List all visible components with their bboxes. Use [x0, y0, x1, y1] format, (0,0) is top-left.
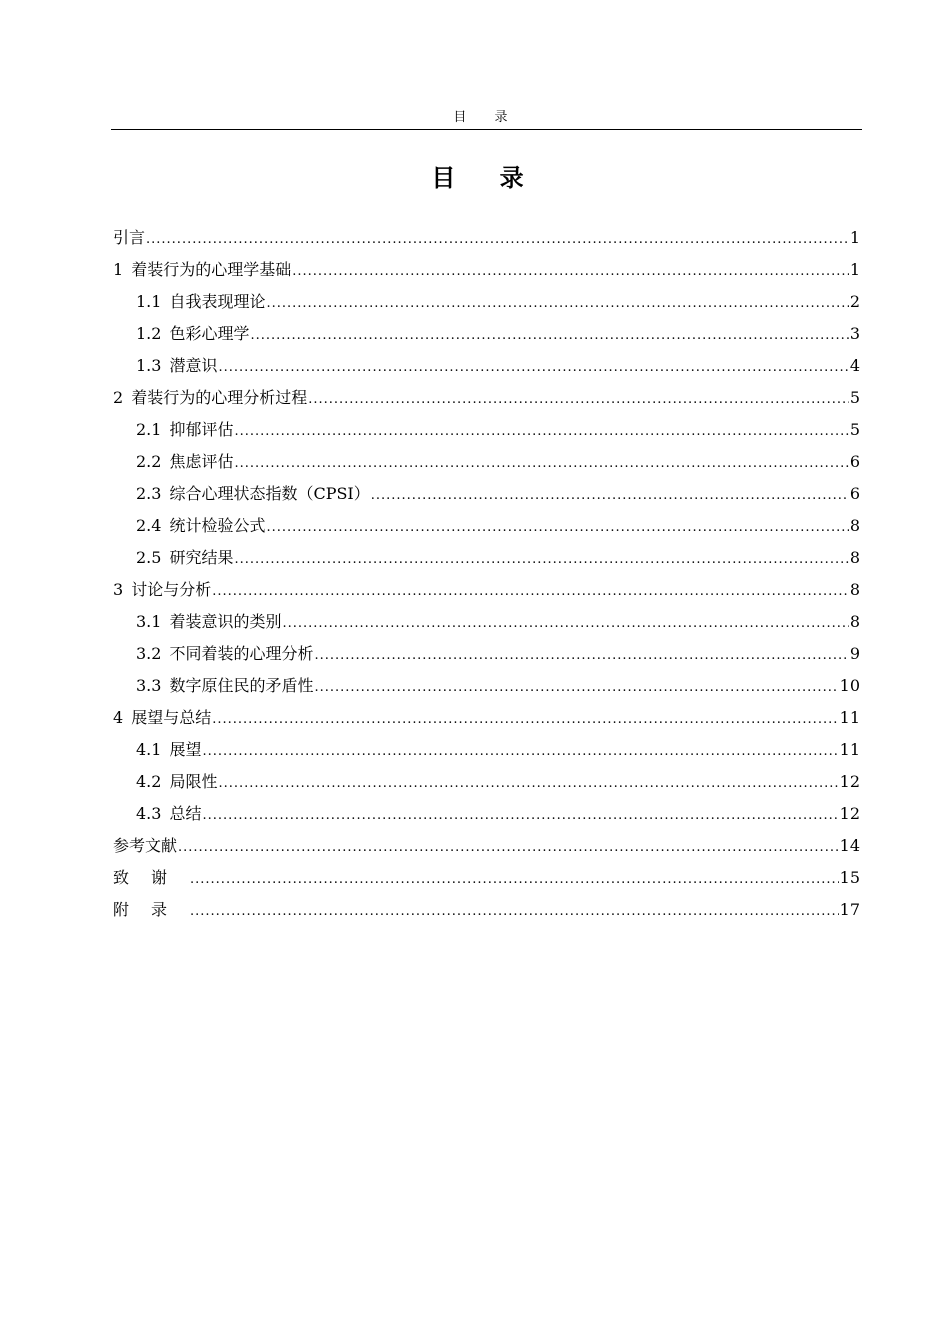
toc-dot-leader [234, 544, 848, 576]
toc-entry-number: 2.1 [136, 420, 162, 439]
toc-dot-leader [266, 288, 848, 320]
toc-entry-number: 2.5 [136, 548, 162, 567]
toc-entry-page-number: 5 [849, 420, 860, 439]
toc-dot-leader [202, 736, 838, 768]
toc-entry[interactable] [113, 830, 860, 862]
toc-entry-number: 1.3 [136, 356, 162, 375]
toc-entry-page-number: 11 [839, 740, 860, 759]
toc-entry-label: 着装行为的心理分析过程 [131, 388, 308, 407]
toc-dot-leader [250, 320, 848, 352]
toc-entry[interactable] [113, 222, 860, 254]
toc-entry-page-number: 10 [839, 676, 860, 695]
toc-dot-leader [314, 640, 848, 672]
toc-dot-leader [314, 672, 838, 704]
toc-entry[interactable] [113, 510, 860, 542]
toc-entry-number: 4.3 [136, 804, 162, 823]
toc-entry-number: 3.3 [136, 676, 162, 695]
toc-entry-number: 1 [113, 260, 124, 279]
toc-entry[interactable] [113, 638, 860, 670]
running-header-title: 目 录 [453, 110, 520, 125]
toc-entry-page-number: 11 [839, 708, 860, 727]
toc-entry-label: 着装行为的心理学基础 [131, 260, 292, 279]
toc-entry[interactable] [113, 446, 860, 478]
toc-entry-page-number: 12 [839, 804, 860, 823]
toc-dot-leader [234, 448, 848, 480]
toc-entry[interactable] [113, 702, 860, 734]
toc-dot-leader [202, 800, 838, 832]
page-title: 目 录 [431, 164, 542, 192]
toc-entry-page-number: 6 [849, 484, 860, 503]
toc-dot-leader [218, 352, 848, 384]
toc-entry[interactable] [113, 894, 860, 926]
toc-entry-number: 2.2 [136, 452, 162, 471]
toc-entry[interactable] [113, 414, 860, 446]
toc-entry-number: 1.2 [136, 324, 162, 343]
toc-entry-page-number: 4 [849, 356, 860, 375]
toc-entry-number: 3 [113, 580, 124, 599]
toc-entry-label: 焦虑评估 [169, 452, 234, 471]
toc-entry-label: 展望与总结 [131, 708, 212, 727]
toc-entry-page-number: 14 [839, 836, 860, 855]
toc-entry-label: 自我表现理论 [169, 292, 266, 311]
toc-entry-label: 附录 [113, 900, 190, 919]
toc-entry[interactable] [113, 478, 860, 510]
toc-entry-page-number: 8 [849, 612, 860, 631]
toc-dot-leader [292, 256, 849, 288]
toc-entry-page-number: 17 [839, 900, 860, 919]
toc-entry[interactable] [113, 606, 860, 638]
toc-entry[interactable] [113, 734, 860, 766]
toc-entry-number: 3.1 [136, 612, 162, 631]
toc-entry-page-number: 2 [849, 292, 860, 311]
toc-dot-leader [212, 704, 838, 736]
running-header [111, 108, 862, 130]
toc-entry[interactable] [113, 286, 860, 318]
toc-entry-number: 2.4 [136, 516, 162, 535]
toc-dot-leader [146, 224, 849, 256]
toc-entry-page-number: 5 [849, 388, 860, 407]
toc-entry-label: 引言 [113, 228, 146, 247]
toc-entry[interactable] [113, 542, 860, 574]
toc-dot-leader [282, 608, 848, 640]
toc-entry-label: 统计检验公式 [169, 516, 266, 535]
toc-entry-page-number: 12 [839, 772, 860, 791]
toc-entry-number: 1.1 [136, 292, 162, 311]
toc-entry[interactable] [113, 670, 860, 702]
toc-entry-label: 数字原住民的矛盾性 [169, 676, 314, 695]
toc-entry-label: 展望 [169, 740, 202, 759]
toc-entry-label: 参考文献 [113, 836, 178, 855]
toc-dot-leader [234, 416, 848, 448]
toc-dot-leader [212, 576, 849, 608]
toc-entry-number: 2 [113, 388, 124, 407]
toc-entry-page-number: 8 [849, 516, 860, 535]
toc-entry-number: 3.2 [136, 644, 162, 663]
toc-entry-label: 研究结果 [169, 548, 234, 567]
toc-entry-page-number: 8 [849, 580, 860, 599]
toc-entry-label: 潜意识 [169, 356, 218, 375]
table-of-contents [113, 222, 860, 926]
toc-entry-number: 2.3 [136, 484, 162, 503]
toc-entry-number: 4 [113, 708, 124, 727]
toc-entry-label: 不同着装的心理分析 [169, 644, 314, 663]
toc-dot-leader [266, 512, 848, 544]
toc-entry[interactable] [113, 254, 860, 286]
toc-entry[interactable] [113, 862, 860, 894]
toc-entry-label: 色彩心理学 [169, 324, 250, 343]
toc-entry[interactable] [113, 574, 860, 606]
toc-entry-page-number: 3 [849, 324, 860, 343]
toc-entry-page-number: 15 [839, 868, 860, 887]
toc-entry-label: 局限性 [169, 772, 218, 791]
toc-entry-page-number: 6 [849, 452, 860, 471]
toc-entry-label: 讨论与分析 [131, 580, 212, 599]
toc-entry-label: 综合心理状态指数（CPSI） [169, 484, 370, 503]
toc-entry[interactable] [113, 318, 860, 350]
toc-dot-leader [218, 768, 838, 800]
toc-entry[interactable] [113, 382, 860, 414]
toc-entry-page-number: 9 [849, 644, 860, 663]
toc-entry-label: 抑郁评估 [169, 420, 234, 439]
toc-entry-page-number: 1 [849, 260, 860, 279]
toc-dot-leader [190, 864, 839, 896]
toc-dot-leader [178, 832, 839, 864]
toc-entry-number: 4.2 [136, 772, 162, 791]
toc-dot-leader [190, 896, 839, 928]
toc-entry-label: 致谢 [113, 868, 190, 887]
toc-entry[interactable] [113, 350, 860, 382]
toc-entry-number: 4.1 [136, 740, 162, 759]
toc-entry[interactable] [113, 766, 860, 798]
toc-entry[interactable] [113, 798, 860, 830]
toc-dot-leader [308, 384, 849, 416]
toc-entry-page-number: 1 [849, 228, 860, 247]
toc-entry-label: 总结 [169, 804, 202, 823]
toc-dot-leader [371, 480, 849, 512]
toc-entry-page-number: 8 [849, 548, 860, 567]
toc-entry-label: 着装意识的类别 [169, 612, 282, 631]
